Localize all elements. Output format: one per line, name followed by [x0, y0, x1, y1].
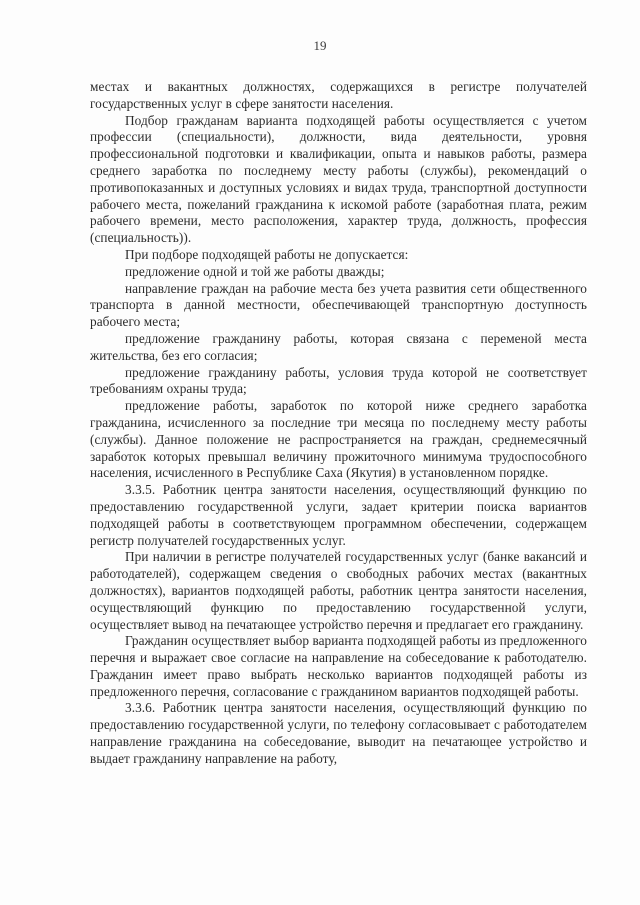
- paragraph-section-3-3-5: 3.3.5. Работник центра занятости населения, осуществляющий функцию по предоставлению государственной услуги, задает критерии поиска вариантов подходящей работы в соответствующем программном обеспечении, содержащем регистр получателей государственных услуг.: [90, 482, 587, 548]
- paragraph-rule-salary: предложение работы, заработок по которой ниже среднего заработка гражданина, исчисленного за последние три месяца по последнему месту работы (службы). Данное положение не распространяется на граждан, среднемесячный заработок которых превышал величину прожиточного минимума трудоспособного населения, исчисленного в Республике Саха (Якутия) в установленном порядке.: [90, 398, 587, 481]
- paragraph-job-selection-criteria: Подбор гражданам варианта подходящей работы осуществляется с учетом профессии (специальности), должности, вида деятельности, уровня профессиональной подготовки и квалификации, опыта и навыков работы, размера среднего заработка по последнему месту работы (службы), рекомендаций о противопоказанных и доступных условиях и видах труда, транспортной доступности рабочего места, пожеланий гражданина к искомой работе (заработная плата, режим рабочего времени, место расположения, характер труда, должность, профессия (специальность)).: [90, 112, 587, 246]
- document-body: [90, 79, 587, 768]
- paragraph-citizen-choice: Гражданин осуществляет выбор варианта подходящей работы из предложенного перечня и выражает свое согласие на направление на собеседование к работодателю. Гражданин имеет право выбрать несколько вариантов подходящей работы из предложенного перечня, согласование с гражданином вариантов подходящей работы.: [90, 633, 587, 699]
- paragraph-rule-relocation: предложение гражданину работы, которая связана с переменой места жительства, без его согласия;: [90, 330, 587, 363]
- paragraph-rule-transport: направление граждан на рабочие места без учета развития сети общественного транспорта в данной местности, обеспечивающей транспортную доступность рабочего места;: [90, 280, 587, 330]
- paragraph-rule-twice: предложение одной и той же работы дважды;: [125, 263, 385, 279]
- paragraph-not-allowed-intro: При подборе подходящей работы не допускается:: [125, 246, 409, 262]
- paragraph-rule-safety: предложение гражданину работы, условия труда которой не соответствует требованиям охраны труда;: [90, 364, 587, 397]
- paragraph-section-3-3-6: 3.3.6. Работник центра занятости населения, осуществляющий функцию по предоставлению государственной услуги, по телефону согласовывает с работодателем направление гражданина на собеседование, выводит на печатающее устройство и выдает гражданину направление на работу,: [90, 700, 587, 766]
- paragraph-registry-vacancies: При наличии в регистре получателей государственных услуг (банке вакансий и работодателей), содержащем сведения о свободных рабочих местах (вакантных должностях), вариантов подходящей работы, работник центра занятости населения, осуществляющий функцию по предоставлению государственной услуги, осуществляет вывод на печатающее устройство перечня и предлагает его гражданину.: [90, 549, 587, 632]
- page-number: 19: [313, 38, 327, 53]
- paragraph-continuation: местах и вакантных должностях, содержащихся в регистре получателей государственных услуг в сфере занятости населения.: [90, 79, 587, 111]
